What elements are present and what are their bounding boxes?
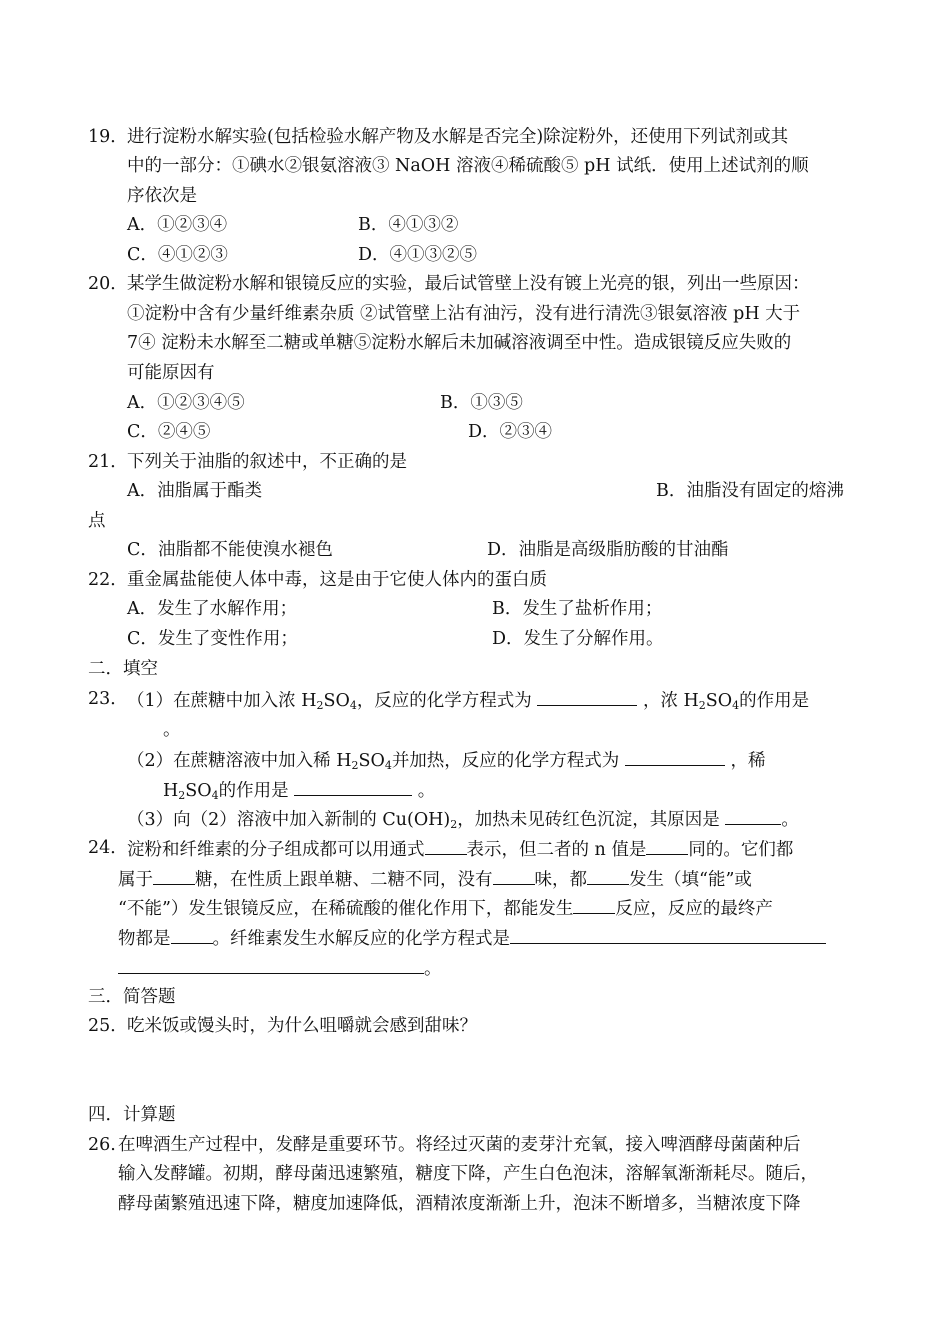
answer-blank-23-2-equation [625,745,725,766]
question-23-number: 23． [88,689,128,709]
question-24-text-line-2: 属于 糖，在性质上跟单糖、二糖不同，没有 味，都 发生（填“能”或 [118,864,752,896]
question-23-part-2-line-2: $H_2SO_4$的作用是 。 [163,775,435,807]
answer-blank-24-reaction [573,893,615,914]
answer-blank-24-can-or-not [587,864,629,885]
section-3-heading: 三．简答题 [88,987,176,1007]
question-21-number: 21． [88,452,128,472]
question-24-number: 24． [88,838,128,858]
question-21-option-b: B．油脂没有固定的熔沸 [656,481,844,501]
question-22-text-line-1: 重金属盐能使人体中毒，这是由于它使人体内的蛋白质 [127,570,547,590]
question-21-option-c: C．油脂都不能使溴水褪色 [127,540,333,560]
question-26-number: 26. [88,1135,116,1155]
answer-blank-24-formula [425,834,467,855]
question-24-text-line-1: 淀粉和纤维素的分子组成都可以用通式 表示，但二者的 n 值是 同的。它们都 [127,834,793,866]
question-21-option-b-continued: 点 [88,511,106,531]
answer-blank-24-sugar-type [153,864,195,885]
question-20-text-line-4: 可能原因有 [127,363,215,383]
question-19-option-d: D．④①③②⑤ [358,245,478,265]
question-20-text-line-1: 某学生做淀粉水解和银镜反应的实验，最后试管壁上没有镀上光亮的银，列出一些原因： [127,274,810,294]
section-4-heading: 四．计算题 [88,1105,176,1125]
answer-blank-24-taste [493,864,535,885]
question-26-text-line-1: 在啤酒生产过程中，发酵是重要环节。将经过灭菌的麦芽汁充氧，接入啤酒酵母菌菌种后 [118,1135,801,1155]
question-24-text-line-5: 。 [118,953,442,985]
section-2-heading: 二．填空 [88,659,158,679]
question-19-text-line-2: 中的一部分：①碘水②银氨溶液③ NaOH 溶液④稀硫酸⑤ pH 试纸．使用上述试剂的顺 [127,156,809,176]
question-22-option-b: B．发生了盐析作用； [492,599,663,619]
question-23-part-1: （1）在蔗糖中加入浓 $H_2SO_4$，反应的化学方程式为 ，浓 $H_2SO_4$的作用是 [127,685,809,717]
question-19-number: 19． [88,127,128,147]
question-22-option-d: D．发生了分解作用。 [492,629,664,649]
question-23-part-3: （3）向（2）溶液中加入新制的 $Cu(OH)_2$，加热未见砖红色沉淀，其原因是 。 [127,804,799,836]
answer-blank-24-n-value [646,834,688,855]
question-22-option-a: A．发生了水解作用； [127,599,298,619]
question-23-part-2: （2）在蔗糖溶液中加入稀 $H_2SO_4$并加热，反应的化学方程式为 ，稀 [127,745,765,777]
question-20-option-d: D．②③④ [468,422,553,442]
question-25-number: 25． [88,1016,128,1036]
question-19-text-line-1: 进行淀粉水解实验(包括检验水解产物及水解是否完全)除淀粉外，还使用下列试剂或其 [127,127,789,147]
question-23-part-1-end: 。 [163,720,181,740]
answer-blank-23-2-role [294,775,412,796]
question-22-option-c: C．发生了变性作用； [127,629,298,649]
question-20-text-line-2: ①淀粉中含有少量纤维素杂质 ②试管壁上沾有油污，没有进行清洗③银氨溶液 pH 大于 [127,304,801,324]
question-20-option-b: B．①③⑤ [440,393,523,413]
question-21-text-line-1: 下列关于油脂的叙述中，不正确的是 [127,452,407,472]
answer-blank-23-3-reason [725,804,781,825]
question-19-option-b: B．④①③② [358,215,459,235]
answer-blank-24-product [171,923,213,944]
question-20-option-c: C．②④⑤ [127,422,211,442]
question-24-text-line-4: 物都是 。纤维素发生水解反应的化学方程式是 [118,923,826,955]
question-21-option-d: D．油脂是高级脂肪酸的甘油酯 [487,540,729,560]
answer-blank-23-1-equation [537,685,637,706]
question-25-text-line-1: 吃米饭或馒头时，为什么咀嚼就会感到甜味？ [127,1016,477,1036]
question-19-option-c: C．④①②③ [127,245,228,265]
question-20-option-a: A．①②③④⑤ [127,393,245,413]
question-21-option-a: A．油脂属于酯类 [127,481,263,501]
question-24-text-line-3: “不能”）发生银镜反应，在稀硫酸的催化作用下，都能发生 反应，反应的最终产 [118,893,773,925]
question-19-option-a: A．①②③④ [127,215,228,235]
question-20-number: 20． [88,274,128,294]
question-19-text-line-3: 序依次是 [127,186,197,206]
question-20-text-line-3: 7④ 淀粉未水解至二糖或单糖⑤淀粉水解后未加碱溶液调至中性。造成银镜反应失败的 [127,333,792,353]
question-26-text-line-3: 酵母菌繁殖迅速下降，糖度加速降低，酒精浓度渐渐上升，泡沫不断增多，当糖浓度下降 [118,1194,801,1214]
answer-blank-24-equation-1 [510,923,826,944]
answer-blank-24-equation-2 [118,953,424,974]
question-26-text-line-2: 输入发酵罐。初期，酵母菌迅速繁殖，糖度下降，产生白色泡沫，溶解氧渐渐耗尽。随后， [118,1164,818,1184]
question-22-number: 22． [88,570,128,590]
